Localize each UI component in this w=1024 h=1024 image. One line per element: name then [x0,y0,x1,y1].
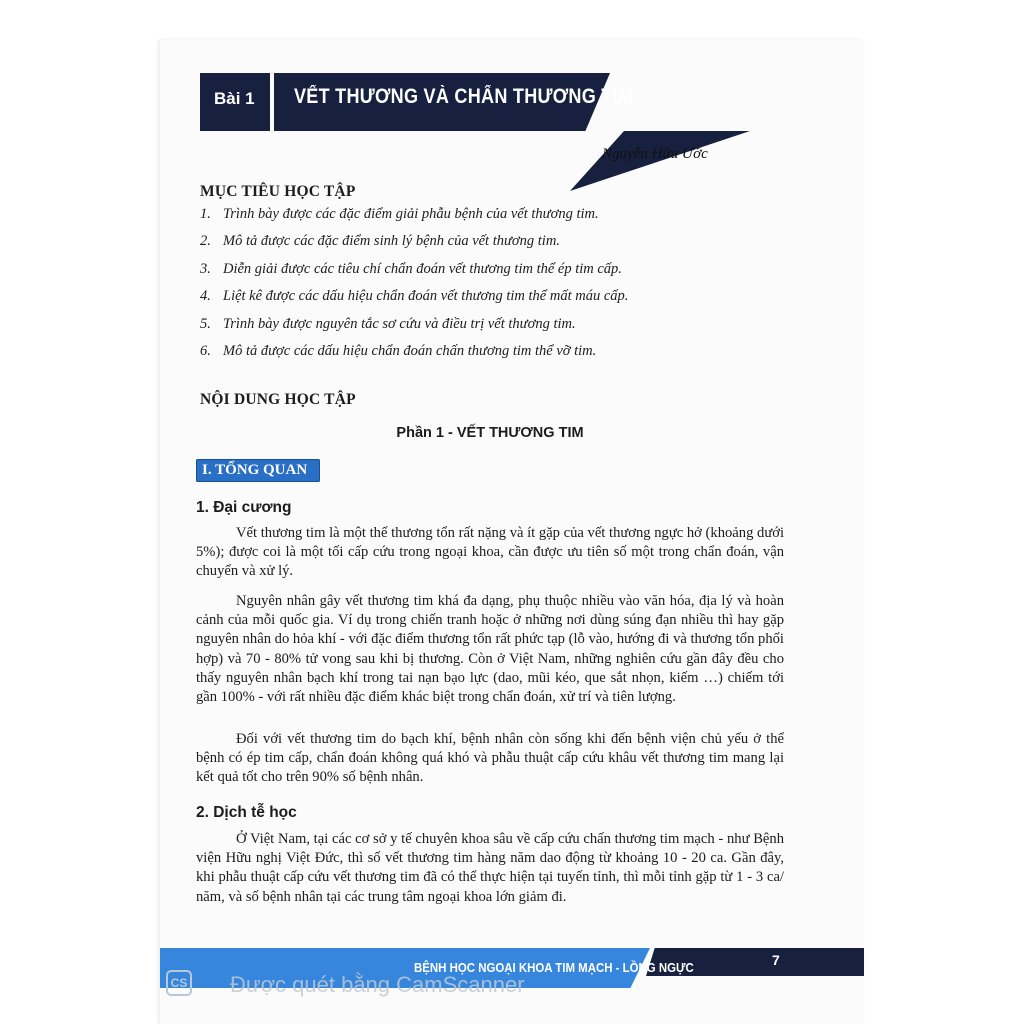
scanner-watermark: Được quét bằng CamScanner [230,972,525,997]
page-number: 7 [772,952,780,968]
list-item: 3. Diễn giải được các tiêu chí chẩn đoán vết thương tim thể ép tim cấp. [200,260,622,277]
camscanner-logo-icon: CS [166,970,192,996]
subheading-general: 1. Đại cương [196,499,292,516]
paragraph-3: Đối với vết thương tim do bạch khí, bệnh nhân còn sống khi đến bệnh viện chủ yếu ở thể bệnh có ép tim cấp, chẩn đoán không quá khó và phẫu thuật cấp cứu khâu vết thương tim mang lại kết quả tốt cho trên 90% số bệnh nhân. [196,731,784,786]
list-item: 2. Mô tả được các đặc điểm sinh lý bệnh của vết thương tim. [200,233,560,250]
subheading-epidemiology: 2. Dịch tễ học [196,804,297,821]
list-item: 4. Liệt kê được các dấu hiệu chẩn đoán vết thương tim thể mất máu cấp. [200,288,629,305]
objectives-list [200,206,628,370]
paragraph-2: Nguyên nhân gây vết thương tim khá đa dạng, phụ thuộc nhiều vào văn hóa, địa lý và hoàn cảnh của mỗi quốc gia. Ví dụ trong chiến tranh hoặc ở những nơi dùng súng đạn nhiều thì hay gặp nguyên nhân do hỏa khí - với đặc điểm thương tổn rất phức tạp (lỗ vào, hướng đi và thương tổn phối hợp) và 70 - 80% tử vong sau khi bị thương. Còn ở Việt Nam, những nghiên cứu gần đây đều cho thấy nguyên nhân bạch khí trong tai nạn bạo lực (dao, mũi kéo, que sắt nhọn, kiếm …) chiếm tới gần 100% - với rất nhiều đặc điểm khác biệt trong chẩn đoán, xử trí và tiên lượng. [196,593,784,706]
header-separator [270,73,274,131]
section-badge: I. TỔNG QUAN [196,459,320,482]
paragraph-4: Ở Việt Nam, tại các cơ sở y tế chuyên khoa sâu về cấp cứu chấn thương tim mạch - như Bệnh viện Hữu nghị Việt Đức, thì số vết thương tim hàng năm dao động từ khoảng 10 - 20 ca. Gần đây, khi phẫu thuật cấp cứu vết thương tim đã có thể thực hiện tại tuyến tỉnh, thì mỗi tỉnh gặp từ 1 - 3 ca/ năm, và số bệnh nhân tại các trung tâm ngoại khoa lớn giảm đi. [196,831,784,905]
author-name: Nguyễn Hữu Ước [602,146,708,162]
list-item: 1. Trình bày được các đặc điểm giải phẫu bệnh của vết thương tim. [200,206,599,222]
objectives-heading: MỤC TIÊU HỌC TẬP [200,183,356,200]
lesson-number: Bài 1 [214,89,255,108]
paragraph-1: Vết thương tim là một thể thương tổn rất nặng và ít gặp của vết thương ngực hở (khoảng dưới 5%); được coi là một tối cấp cứu trong ngoại khoa, cần được ưu tiên số một trong chẩn đoán, vận chuyển và xử lý. [196,525,784,580]
lesson-title: VẾT THƯƠNG VÀ CHẤN THƯƠNG TIM [294,85,634,108]
list-item: 5. Trình bày được nguyên tắc sơ cứu và điều trị vết thương tim. [200,315,576,332]
list-item: 6. Mô tả được các dấu hiệu chẩn đoán chấn thương tim thể vỡ tim. [200,342,597,359]
part-title: Phần 1 - VẾT THƯƠNG TIM [396,425,584,441]
document-page [160,40,864,1024]
content-heading: NỘI DUNG HỌC TẬP [200,391,356,408]
footer-book-title: BỆNH HỌC NGOẠI KHOA TIM MẠCH - LỒNG NGỰC [414,960,694,975]
